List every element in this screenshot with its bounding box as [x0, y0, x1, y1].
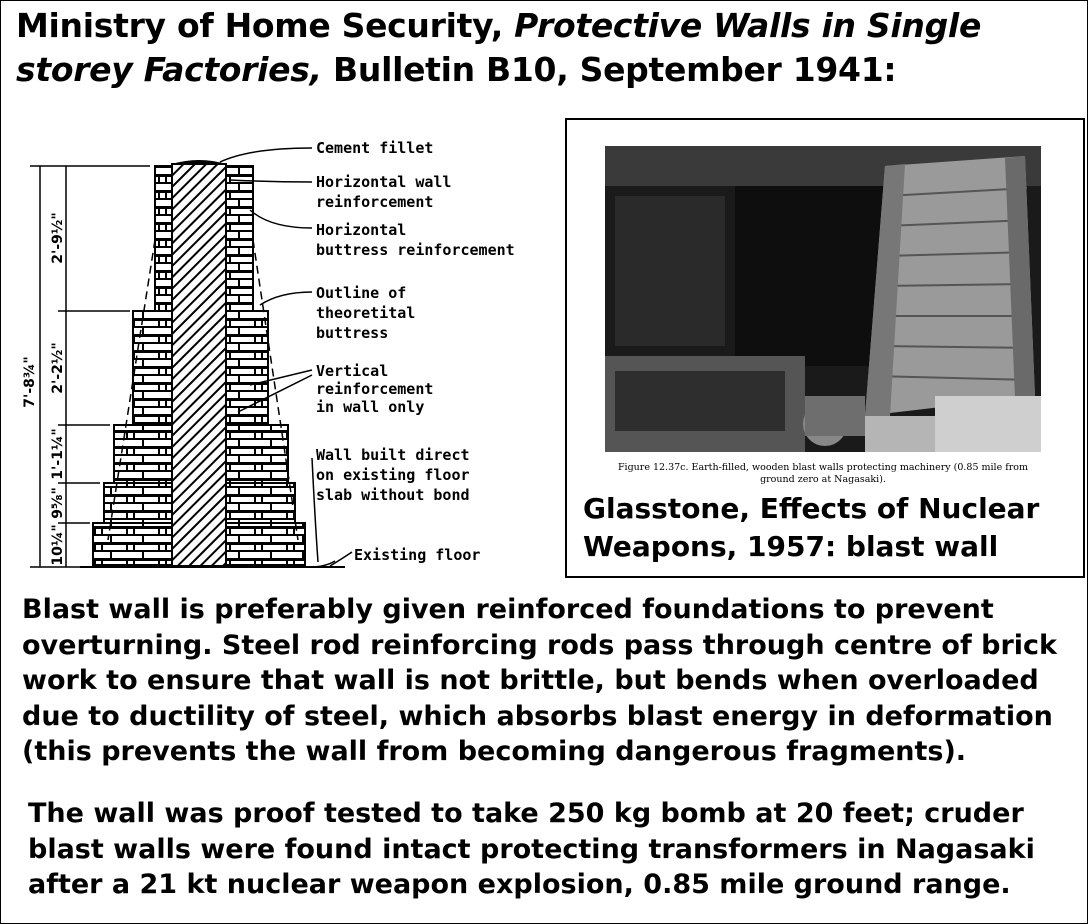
- label-outline-3: buttress: [316, 324, 389, 342]
- title-part3: Bulletin B10, September 1941:: [321, 50, 897, 89]
- label-horiz-butt-2: buttress reinforcement: [316, 241, 515, 259]
- glasstone-line-1: Glasstone, Effects of Nuclear: [583, 492, 1040, 525]
- test-result-paragraph: The wall was proof tested to take 250 kg bomb at 20 feet; cruder blast walls were found intact protecting transformers in Nagasaki after a 21 kt nuclear weapon explosion, 0.85 mile ground range.: [28, 798, 1035, 900]
- label-horiz-wall-1: Horizontal wall: [316, 173, 452, 191]
- label-cement-fillet: Cement fillet: [316, 139, 434, 157]
- dim-1: 2'-9½": [50, 212, 66, 264]
- explanation-paragraph: Blast wall is preferably given reinforced foundations to prevent overturning. Steel rod reinforcing rods pass through centre of brick work to ensure that wall is not brittle, but bends when overloaded due to ductility of steel, which absorbs blast energy in deformation (this prevents the wall from becoming dangerous fragments).: [22, 594, 1057, 767]
- dim-5: 10¼": [50, 524, 66, 566]
- label-vertical-1: Vertical: [316, 362, 389, 380]
- wall-body: [93, 160, 305, 566]
- label-horiz-butt-1: Horizontal: [316, 221, 407, 239]
- dim-2: 2'-2½": [50, 342, 66, 394]
- figure-caption: Figure 12.37c. Earth-filled, wooden blast walls protecting machinery (0.85 mile from ground zero at Nagasaki).: [617, 462, 1029, 485]
- page-title: [16, 4, 1076, 92]
- dim-3: 1'-1¼": [50, 428, 66, 480]
- label-existing-floor: Existing floor: [354, 546, 481, 564]
- label-outline-1: Outline of: [316, 284, 407, 302]
- glasstone-line-2: Weapons, 1957: blast wall: [583, 530, 999, 563]
- label-outline-2: theoretital: [316, 304, 416, 322]
- dim-4: 9⅝": [50, 487, 66, 519]
- glasstone-figure: [565, 118, 1085, 578]
- label-built-1: Wall built direct: [316, 446, 470, 464]
- label-horiz-wall-2: reinforcement: [316, 193, 434, 211]
- dim-total: 7'-8¾": [22, 356, 38, 408]
- glasstone-source: [583, 490, 1063, 566]
- blast-wall-diagram: [0, 120, 560, 580]
- blast-wall-photo: [605, 146, 1041, 452]
- title-italic: Protective Walls in Single storey Factories,: [16, 6, 982, 89]
- label-built-2: on existing floor: [316, 466, 470, 484]
- label-vertical-2: reinforcement: [316, 380, 434, 398]
- title-part1: Ministry of Home Security,: [16, 6, 515, 45]
- label-vertical-3: in wall only: [316, 398, 425, 416]
- label-built-3: slab without bond: [316, 486, 470, 504]
